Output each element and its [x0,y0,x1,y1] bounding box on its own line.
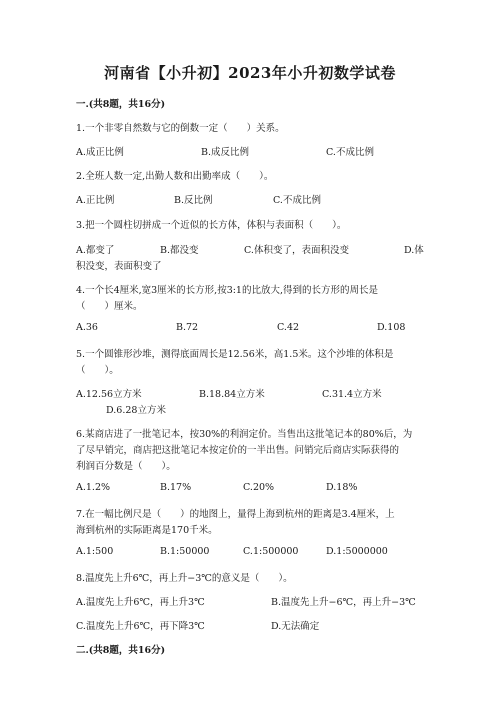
q3-option-c: C.体积变了，表面积没变 [244,245,349,256]
q3-option-d: D.体 [404,245,424,256]
question-4-stem-line1: 4.一个长4厘米,宽3厘米的长方形,按3:1的比放大,得到的长方形的周长是 [76,285,379,296]
section-heading-1: 一.(共8题，共16分) [76,99,166,110]
question-8-stem: 8.温度先上升6℃，再上升−3℃的意义是（ ）。 [76,573,293,584]
section-heading-2: 二.(共8题，共16分) [76,645,166,656]
q8-option-a: A.温度先上升6℃，再上升3℃ [76,597,205,608]
q5-option-c: C.31.4立方米 [322,389,382,400]
q7-option-c: C.1:500000 [243,546,299,557]
q8-option-c: C.温度先上升6℃，再下降3℃ [76,621,205,632]
question-2-stem: 2.全班人数一定,出勤人数和出勤率成（ ）。 [76,171,274,182]
question-6-stem-line1: 6.某商店进了一批笔记本，按30%的利润定价。当售出这批笔记本的80%后，为 [76,429,413,440]
q7-option-b: B.1:50000 [160,546,210,557]
q3-option-a: A.都变了 [76,245,115,256]
q4-option-d: D.108 [377,322,406,333]
q5-option-b: B.18.84立方米 [199,389,265,400]
q3-option-b: B.都没变 [160,245,199,256]
q1-option-c: C.不成比例 [326,147,374,158]
q5-option-d: D.6.28立方米 [106,405,166,416]
question-5-stem-line1: 5.一个圆锥形沙堆，测得底面周长是12.56米，高1.5米。这个沙堆的体积是 [76,349,394,360]
q8-option-b: B.温度先上升−6℃，再上升−3℃ [271,597,416,608]
q3-option-d-continued: 积没变，表面积变了 [76,261,162,272]
question-5-stem-line2: （ ）。 [76,365,119,376]
q2-option-b: B.反比例 [174,195,213,206]
q1-option-b: B.成反比例 [201,147,250,158]
question-4-stem-line2: （ ）厘米。 [76,301,143,312]
q6-option-a: A.1.2% [76,482,111,493]
q7-option-d: D.1:5000000 [326,546,388,557]
q7-option-a: A.1:500 [76,546,114,557]
question-3-stem: 3.把一个圆柱切拼成一个近似的长方体，体积与表面积（ ）。 [76,220,347,231]
question-7-stem-line1: 7.在一幅比例尺是（ ）的地图上，量得上海到杭州的距离是3.4厘米，上 [76,509,395,520]
q4-option-a: A.36 [76,322,98,333]
q2-option-c: C.不成比例 [273,195,321,206]
question-1-stem: 1.一个非零自然数与它的倒数一定（ ）关系。 [76,123,285,134]
q6-option-b: B.17% [160,482,192,493]
q4-option-b: B.72 [176,322,199,333]
q5-option-a: A.12.56立方米 [76,389,142,400]
question-7-stem-line2: 海到杭州的实际距离是170千米。 [76,525,218,536]
q2-option-a: A.正比例 [76,195,115,206]
q6-option-d: D.18% [326,482,358,493]
question-6-stem-line2: 了尽早销完，商店把这批笔记本按定价的一半出售。问销完后商店实际获得的 [76,445,400,456]
q1-option-a: A.成正比例 [76,147,124,158]
q6-option-c: C.20% [243,482,275,493]
question-6-stem-line3: 利润百分数是（ ）。 [76,461,176,472]
q4-option-c: C.42 [277,322,300,333]
q8-option-d: D.无法确定 [271,621,320,632]
page-title: 河南省【小升初】2023年小升初数学试卷 [104,64,396,82]
